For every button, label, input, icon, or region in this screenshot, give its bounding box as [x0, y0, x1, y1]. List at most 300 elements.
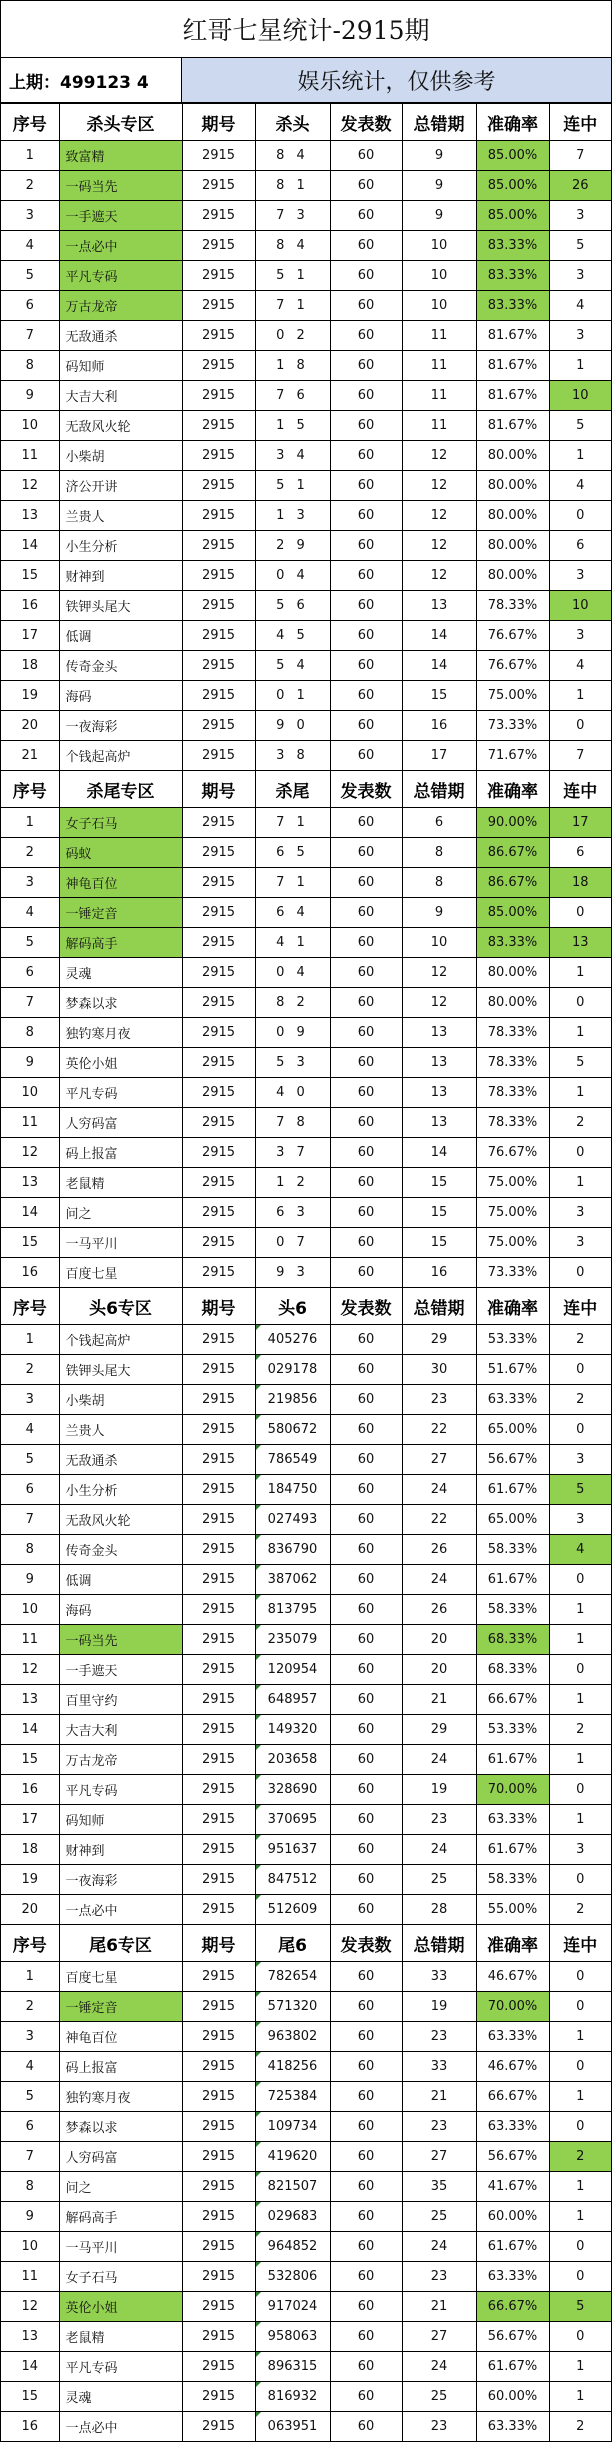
cell-issue[interactable]: 2915	[182, 1865, 255, 1895]
cell-errors[interactable]: 15	[402, 1228, 476, 1258]
cell-errors[interactable]: 9	[402, 141, 476, 171]
cell-pick[interactable]: 7 3	[255, 201, 330, 231]
cell-published[interactable]: 60	[330, 868, 402, 898]
cell-errors[interactable]: 27	[402, 2142, 476, 2172]
cell-streak[interactable]: 18	[549, 868, 611, 898]
cell-accuracy[interactable]: 83.33%	[476, 928, 549, 958]
cell-accuracy[interactable]: 80.00%	[476, 988, 549, 1018]
cell-streak[interactable]: 2	[549, 1108, 611, 1138]
cell-name[interactable]: 铁钾头尾大	[59, 1355, 182, 1385]
cell-accuracy[interactable]: 46.67%	[476, 2052, 549, 2082]
cell-issue[interactable]: 2915	[182, 651, 255, 681]
cell-errors[interactable]: 10	[402, 231, 476, 261]
cell-published[interactable]: 60	[330, 471, 402, 501]
cell-accuracy[interactable]: 71.67%	[476, 741, 549, 771]
cell-issue[interactable]: 2915	[182, 1535, 255, 1565]
cell-issue[interactable]: 2915	[182, 1992, 255, 2022]
cell-published[interactable]: 60	[330, 2232, 402, 2262]
cell-streak[interactable]: 0	[549, 1415, 611, 1445]
cell-errors[interactable]: 9	[402, 171, 476, 201]
cell-accuracy[interactable]: 81.67%	[476, 381, 549, 411]
cell-index[interactable]: 20	[1, 711, 59, 741]
cell-name[interactable]: 一码当先	[59, 171, 182, 201]
cell-published[interactable]: 60	[330, 1865, 402, 1895]
cell-name[interactable]: 英伦小姐	[59, 2292, 182, 2322]
cell-published[interactable]: 60	[330, 2082, 402, 2112]
cell-errors[interactable]: 21	[402, 1685, 476, 1715]
cell-pick[interactable]: 418256	[255, 2052, 330, 2082]
cell-issue[interactable]: 2915	[182, 2112, 255, 2142]
cell-issue[interactable]: 2915	[182, 838, 255, 868]
cell-issue[interactable]: 2915	[182, 1475, 255, 1505]
cell-streak[interactable]: 4	[549, 471, 611, 501]
cell-streak[interactable]: 1	[549, 2022, 611, 2052]
cell-name[interactable]: 小生分析	[59, 531, 182, 561]
cell-pick[interactable]: 0 4	[255, 561, 330, 591]
cell-accuracy[interactable]: 55.00%	[476, 1895, 549, 1925]
cell-issue[interactable]: 2915	[182, 741, 255, 771]
cell-pick[interactable]: 917024	[255, 2292, 330, 2322]
cell-accuracy[interactable]: 56.67%	[476, 2322, 549, 2352]
cell-index[interactable]: 11	[1, 441, 59, 471]
cell-published[interactable]: 60	[330, 1385, 402, 1415]
cell-index[interactable]: 12	[1, 2292, 59, 2322]
cell-issue[interactable]: 2915	[182, 2352, 255, 2382]
cell-published[interactable]: 60	[330, 1258, 402, 1288]
cell-index[interactable]: 10	[1, 2232, 59, 2262]
cell-name[interactable]: 小生分析	[59, 1475, 182, 1505]
cell-pick[interactable]: 405276	[255, 1325, 330, 1355]
cell-index[interactable]: 12	[1, 1138, 59, 1168]
cell-pick[interactable]: 0 4	[255, 958, 330, 988]
cell-errors[interactable]: 8	[402, 838, 476, 868]
cell-published[interactable]: 60	[330, 141, 402, 171]
cell-streak[interactable]: 5	[549, 1048, 611, 1078]
cell-published[interactable]: 60	[330, 1745, 402, 1775]
cell-streak[interactable]: 1	[549, 1625, 611, 1655]
cell-issue[interactable]: 2915	[182, 1385, 255, 1415]
cell-name[interactable]: 女子石马	[59, 808, 182, 838]
cell-streak[interactable]: 1	[549, 1078, 611, 1108]
cell-pick[interactable]: 5 3	[255, 1048, 330, 1078]
cell-issue[interactable]: 2915	[182, 1168, 255, 1198]
cell-issue[interactable]: 2915	[182, 141, 255, 171]
cell-errors[interactable]: 23	[402, 2262, 476, 2292]
cell-published[interactable]: 60	[330, 2322, 402, 2352]
cell-index[interactable]: 14	[1, 1715, 59, 1745]
cell-accuracy[interactable]: 65.00%	[476, 1505, 549, 1535]
cell-index[interactable]: 15	[1, 2382, 59, 2412]
cell-accuracy[interactable]: 63.33%	[476, 2412, 549, 2442]
cell-index[interactable]: 1	[1, 1325, 59, 1355]
cell-errors[interactable]: 21	[402, 2292, 476, 2322]
cell-name[interactable]: 一锤定音	[59, 898, 182, 928]
cell-published[interactable]: 60	[330, 1775, 402, 1805]
cell-issue[interactable]: 2915	[182, 958, 255, 988]
cell-pick[interactable]: 1 5	[255, 411, 330, 441]
cell-index[interactable]: 8	[1, 2172, 59, 2202]
cell-name[interactable]: 个钱起高炉	[59, 741, 182, 771]
cell-pick[interactable]: 951637	[255, 1835, 330, 1865]
cell-index[interactable]: 16	[1, 591, 59, 621]
cell-accuracy[interactable]: 61.67%	[476, 1475, 549, 1505]
cell-errors[interactable]: 10	[402, 261, 476, 291]
cell-pick[interactable]: 029178	[255, 1355, 330, 1385]
cell-streak[interactable]: 3	[549, 1198, 611, 1228]
cell-published[interactable]: 60	[330, 1168, 402, 1198]
cell-errors[interactable]: 12	[402, 501, 476, 531]
cell-streak[interactable]: 0	[549, 1992, 611, 2022]
cell-accuracy[interactable]: 78.33%	[476, 1108, 549, 1138]
cell-index[interactable]: 7	[1, 988, 59, 1018]
cell-index[interactable]: 13	[1, 1168, 59, 1198]
cell-pick[interactable]: 782654	[255, 1962, 330, 1992]
cell-index[interactable]: 19	[1, 1865, 59, 1895]
cell-issue[interactable]: 2915	[182, 621, 255, 651]
cell-published[interactable]: 60	[330, 2412, 402, 2442]
cell-streak[interactable]: 6	[549, 531, 611, 561]
cell-accuracy[interactable]: 68.33%	[476, 1655, 549, 1685]
cell-errors[interactable]: 23	[402, 2412, 476, 2442]
cell-index[interactable]: 1	[1, 808, 59, 838]
cell-published[interactable]: 60	[330, 1018, 402, 1048]
cell-streak[interactable]: 10	[549, 591, 611, 621]
cell-streak[interactable]: 0	[549, 2052, 611, 2082]
cell-accuracy[interactable]: 76.67%	[476, 621, 549, 651]
cell-pick[interactable]: 6 5	[255, 838, 330, 868]
cell-streak[interactable]: 13	[549, 928, 611, 958]
cell-issue[interactable]: 2915	[182, 381, 255, 411]
cell-index[interactable]: 18	[1, 651, 59, 681]
cell-name[interactable]: 小柴胡	[59, 441, 182, 471]
cell-pick[interactable]: 571320	[255, 1992, 330, 2022]
cell-published[interactable]: 60	[330, 531, 402, 561]
cell-name[interactable]: 平凡专码	[59, 2352, 182, 2382]
cell-name[interactable]: 无敌风火轮	[59, 1505, 182, 1535]
cell-name[interactable]: 万古龙帝	[59, 1745, 182, 1775]
cell-name[interactable]: 一马平川	[59, 2232, 182, 2262]
cell-index[interactable]: 5	[1, 2082, 59, 2112]
cell-streak[interactable]: 0	[549, 898, 611, 928]
cell-pick[interactable]: 958063	[255, 2322, 330, 2352]
cell-pick[interactable]: 813795	[255, 1595, 330, 1625]
cell-streak[interactable]: 3	[549, 261, 611, 291]
cell-pick[interactable]: 8 1	[255, 171, 330, 201]
cell-name[interactable]: 人穷码富	[59, 1108, 182, 1138]
cell-issue[interactable]: 2915	[182, 2292, 255, 2322]
cell-published[interactable]: 60	[330, 1895, 402, 1925]
cell-pick[interactable]: 816932	[255, 2382, 330, 2412]
cell-accuracy[interactable]: 75.00%	[476, 681, 549, 711]
cell-index[interactable]: 12	[1, 471, 59, 501]
cell-name[interactable]: 无敌通杀	[59, 321, 182, 351]
cell-name[interactable]: 百度七星	[59, 1962, 182, 1992]
cell-errors[interactable]: 20	[402, 1625, 476, 1655]
cell-issue[interactable]: 2915	[182, 501, 255, 531]
cell-accuracy[interactable]: 78.33%	[476, 1018, 549, 1048]
cell-published[interactable]: 60	[330, 1962, 402, 1992]
cell-pick[interactable]: 0 1	[255, 681, 330, 711]
cell-errors[interactable]: 12	[402, 441, 476, 471]
cell-index[interactable]: 6	[1, 958, 59, 988]
cell-issue[interactable]: 2915	[182, 411, 255, 441]
cell-index[interactable]: 4	[1, 898, 59, 928]
cell-name[interactable]: 解码高手	[59, 928, 182, 958]
cell-errors[interactable]: 24	[402, 1475, 476, 1505]
cell-name[interactable]: 平凡专码	[59, 1775, 182, 1805]
cell-streak[interactable]: 0	[549, 501, 611, 531]
cell-issue[interactable]: 2915	[182, 1048, 255, 1078]
cell-streak[interactable]: 4	[549, 291, 611, 321]
cell-published[interactable]: 60	[330, 291, 402, 321]
cell-index[interactable]: 9	[1, 381, 59, 411]
cell-pick[interactable]: 5 1	[255, 261, 330, 291]
cell-index[interactable]: 5	[1, 928, 59, 958]
cell-pick[interactable]: 027493	[255, 1505, 330, 1535]
cell-streak[interactable]: 4	[549, 651, 611, 681]
cell-errors[interactable]: 24	[402, 1565, 476, 1595]
cell-streak[interactable]: 1	[549, 1595, 611, 1625]
cell-issue[interactable]: 2915	[182, 1445, 255, 1475]
cell-index[interactable]: 10	[1, 1595, 59, 1625]
cell-accuracy[interactable]: 86.67%	[476, 838, 549, 868]
cell-index[interactable]: 11	[1, 1108, 59, 1138]
cell-accuracy[interactable]: 76.67%	[476, 1138, 549, 1168]
cell-published[interactable]: 60	[330, 1715, 402, 1745]
cell-issue[interactable]: 2915	[182, 2022, 255, 2052]
cell-errors[interactable]: 13	[402, 1108, 476, 1138]
cell-issue[interactable]: 2915	[182, 291, 255, 321]
cell-name[interactable]: 神龟百位	[59, 2022, 182, 2052]
cell-index[interactable]: 8	[1, 351, 59, 381]
cell-errors[interactable]: 33	[402, 1962, 476, 1992]
cell-errors[interactable]: 22	[402, 1415, 476, 1445]
cell-issue[interactable]: 2915	[182, 261, 255, 291]
cell-streak[interactable]: 5	[549, 411, 611, 441]
cell-name[interactable]: 码知师	[59, 1805, 182, 1835]
cell-index[interactable]: 2	[1, 1992, 59, 2022]
cell-index[interactable]: 4	[1, 1415, 59, 1445]
cell-published[interactable]: 60	[330, 591, 402, 621]
cell-errors[interactable]: 8	[402, 868, 476, 898]
cell-published[interactable]: 60	[330, 231, 402, 261]
cell-streak[interactable]: 2	[549, 1385, 611, 1415]
cell-errors[interactable]: 19	[402, 1775, 476, 1805]
cell-name[interactable]: 独钓寒月夜	[59, 2082, 182, 2112]
cell-pick[interactable]: 6 4	[255, 898, 330, 928]
cell-errors[interactable]: 10	[402, 928, 476, 958]
cell-name[interactable]: 一点必中	[59, 1895, 182, 1925]
cell-pick[interactable]: 203658	[255, 1745, 330, 1775]
cell-accuracy[interactable]: 78.33%	[476, 591, 549, 621]
cell-pick[interactable]: 7 8	[255, 1108, 330, 1138]
cell-published[interactable]: 60	[330, 1595, 402, 1625]
cell-index[interactable]: 17	[1, 621, 59, 651]
cell-name[interactable]: 百度七星	[59, 1258, 182, 1288]
cell-accuracy[interactable]: 75.00%	[476, 1168, 549, 1198]
cell-published[interactable]: 60	[330, 711, 402, 741]
cell-accuracy[interactable]: 76.67%	[476, 651, 549, 681]
cell-accuracy[interactable]: 46.67%	[476, 1962, 549, 1992]
cell-issue[interactable]: 2915	[182, 201, 255, 231]
cell-index[interactable]: 14	[1, 2352, 59, 2382]
cell-streak[interactable]: 3	[549, 621, 611, 651]
cell-pick[interactable]: 0 7	[255, 1228, 330, 1258]
cell-name[interactable]: 海码	[59, 681, 182, 711]
cell-name[interactable]: 一夜海彩	[59, 711, 182, 741]
cell-name[interactable]: 平凡专码	[59, 1078, 182, 1108]
cell-index[interactable]: 7	[1, 321, 59, 351]
cell-published[interactable]: 60	[330, 441, 402, 471]
cell-accuracy[interactable]: 78.33%	[476, 1048, 549, 1078]
cell-published[interactable]: 60	[330, 171, 402, 201]
cell-streak[interactable]: 1	[549, 351, 611, 381]
cell-streak[interactable]: 5	[549, 1475, 611, 1505]
cell-errors[interactable]: 23	[402, 2022, 476, 2052]
cell-issue[interactable]: 2915	[182, 1775, 255, 1805]
cell-issue[interactable]: 2915	[182, 1835, 255, 1865]
cell-errors[interactable]: 26	[402, 1535, 476, 1565]
cell-errors[interactable]: 30	[402, 1355, 476, 1385]
cell-accuracy[interactable]: 81.67%	[476, 351, 549, 381]
cell-errors[interactable]: 15	[402, 1168, 476, 1198]
cell-issue[interactable]: 2915	[182, 808, 255, 838]
cell-accuracy[interactable]: 83.33%	[476, 291, 549, 321]
cell-pick[interactable]: 0 9	[255, 1018, 330, 1048]
cell-errors[interactable]: 12	[402, 958, 476, 988]
cell-issue[interactable]: 2915	[182, 1625, 255, 1655]
cell-name[interactable]: 码上报富	[59, 1138, 182, 1168]
cell-published[interactable]: 60	[330, 1625, 402, 1655]
cell-errors[interactable]: 29	[402, 1325, 476, 1355]
cell-published[interactable]: 60	[330, 958, 402, 988]
cell-published[interactable]: 60	[330, 1325, 402, 1355]
cell-accuracy[interactable]: 80.00%	[476, 561, 549, 591]
cell-index[interactable]: 16	[1, 2412, 59, 2442]
cell-issue[interactable]: 2915	[182, 1108, 255, 1138]
cell-index[interactable]: 9	[1, 1565, 59, 1595]
cell-accuracy[interactable]: 56.67%	[476, 2142, 549, 2172]
cell-pick[interactable]: 029683	[255, 2202, 330, 2232]
cell-name[interactable]: 一夜海彩	[59, 1865, 182, 1895]
cell-published[interactable]: 60	[330, 351, 402, 381]
cell-index[interactable]: 16	[1, 1258, 59, 1288]
cell-errors[interactable]: 23	[402, 2112, 476, 2142]
cell-accuracy[interactable]: 66.67%	[476, 1685, 549, 1715]
cell-accuracy[interactable]: 61.67%	[476, 1835, 549, 1865]
cell-name[interactable]: 码知师	[59, 351, 182, 381]
cell-pick[interactable]: 387062	[255, 1565, 330, 1595]
cell-index[interactable]: 1	[1, 141, 59, 171]
cell-name[interactable]: 老鼠精	[59, 1168, 182, 1198]
cell-accuracy[interactable]: 58.33%	[476, 1865, 549, 1895]
cell-pick[interactable]: 4 0	[255, 1078, 330, 1108]
cell-errors[interactable]: 11	[402, 381, 476, 411]
cell-published[interactable]: 60	[330, 808, 402, 838]
cell-name[interactable]: 低调	[59, 1565, 182, 1595]
cell-index[interactable]: 2	[1, 171, 59, 201]
cell-issue[interactable]: 2915	[182, 441, 255, 471]
cell-errors[interactable]: 21	[402, 2082, 476, 2112]
cell-published[interactable]: 60	[330, 928, 402, 958]
cell-streak[interactable]: 26	[549, 171, 611, 201]
cell-pick[interactable]: 786549	[255, 1445, 330, 1475]
cell-name[interactable]: 传奇金头	[59, 651, 182, 681]
cell-streak[interactable]: 0	[549, 1138, 611, 1168]
cell-accuracy[interactable]: 56.67%	[476, 1445, 549, 1475]
cell-index[interactable]: 4	[1, 231, 59, 261]
cell-index[interactable]: 12	[1, 1655, 59, 1685]
cell-pick[interactable]: 219856	[255, 1385, 330, 1415]
cell-pick[interactable]: 8 4	[255, 141, 330, 171]
cell-issue[interactable]: 2915	[182, 1655, 255, 1685]
cell-index[interactable]: 9	[1, 2202, 59, 2232]
cell-streak[interactable]: 0	[549, 1655, 611, 1685]
cell-published[interactable]: 60	[330, 381, 402, 411]
cell-pick[interactable]: 1 2	[255, 1168, 330, 1198]
cell-published[interactable]: 60	[330, 741, 402, 771]
cell-errors[interactable]: 12	[402, 988, 476, 1018]
cell-issue[interactable]: 2915	[182, 1745, 255, 1775]
cell-issue[interactable]: 2915	[182, 1595, 255, 1625]
cell-index[interactable]: 15	[1, 561, 59, 591]
cell-accuracy[interactable]: 80.00%	[476, 471, 549, 501]
cell-pick[interactable]: 063951	[255, 2412, 330, 2442]
cell-pick[interactable]: 847512	[255, 1865, 330, 1895]
cell-published[interactable]: 60	[330, 261, 402, 291]
cell-accuracy[interactable]: 66.67%	[476, 2082, 549, 2112]
cell-accuracy[interactable]: 58.33%	[476, 1535, 549, 1565]
cell-index[interactable]: 2	[1, 838, 59, 868]
cell-pick[interactable]: 8 4	[255, 231, 330, 261]
cell-name[interactable]: 兰贵人	[59, 1415, 182, 1445]
cell-streak[interactable]: 0	[549, 2322, 611, 2352]
cell-issue[interactable]: 2915	[182, 2232, 255, 2262]
cell-streak[interactable]: 0	[549, 2112, 611, 2142]
cell-streak[interactable]: 1	[549, 2082, 611, 2112]
cell-name[interactable]: 解码高手	[59, 2202, 182, 2232]
cell-published[interactable]: 60	[330, 2262, 402, 2292]
cell-name[interactable]: 大吉大利	[59, 381, 182, 411]
cell-name[interactable]: 一马平川	[59, 1228, 182, 1258]
cell-pick[interactable]: 7 1	[255, 868, 330, 898]
cell-streak[interactable]: 1	[549, 2172, 611, 2202]
cell-index[interactable]: 11	[1, 2262, 59, 2292]
cell-streak[interactable]: 3	[549, 1228, 611, 1258]
cell-published[interactable]: 60	[330, 2382, 402, 2412]
cell-issue[interactable]: 2915	[182, 2052, 255, 2082]
cell-published[interactable]: 60	[330, 1228, 402, 1258]
cell-errors[interactable]: 14	[402, 621, 476, 651]
cell-streak[interactable]: 0	[549, 2232, 611, 2262]
cell-name[interactable]: 一点必中	[59, 2412, 182, 2442]
cell-name[interactable]: 灵魂	[59, 2382, 182, 2412]
cell-name[interactable]: 个钱起高炉	[59, 1325, 182, 1355]
cell-pick[interactable]: 370695	[255, 1805, 330, 1835]
cell-streak[interactable]: 2	[549, 2142, 611, 2172]
cell-published[interactable]: 60	[330, 1992, 402, 2022]
cell-pick[interactable]: 8 2	[255, 988, 330, 1018]
cell-published[interactable]: 60	[330, 1685, 402, 1715]
cell-index[interactable]: 7	[1, 1505, 59, 1535]
cell-pick[interactable]: 4 1	[255, 928, 330, 958]
cell-published[interactable]: 60	[330, 621, 402, 651]
cell-accuracy[interactable]: 80.00%	[476, 958, 549, 988]
cell-accuracy[interactable]: 63.33%	[476, 1805, 549, 1835]
cell-index[interactable]: 13	[1, 501, 59, 531]
cell-streak[interactable]: 2	[549, 1715, 611, 1745]
cell-name[interactable]: 老鼠精	[59, 2322, 182, 2352]
